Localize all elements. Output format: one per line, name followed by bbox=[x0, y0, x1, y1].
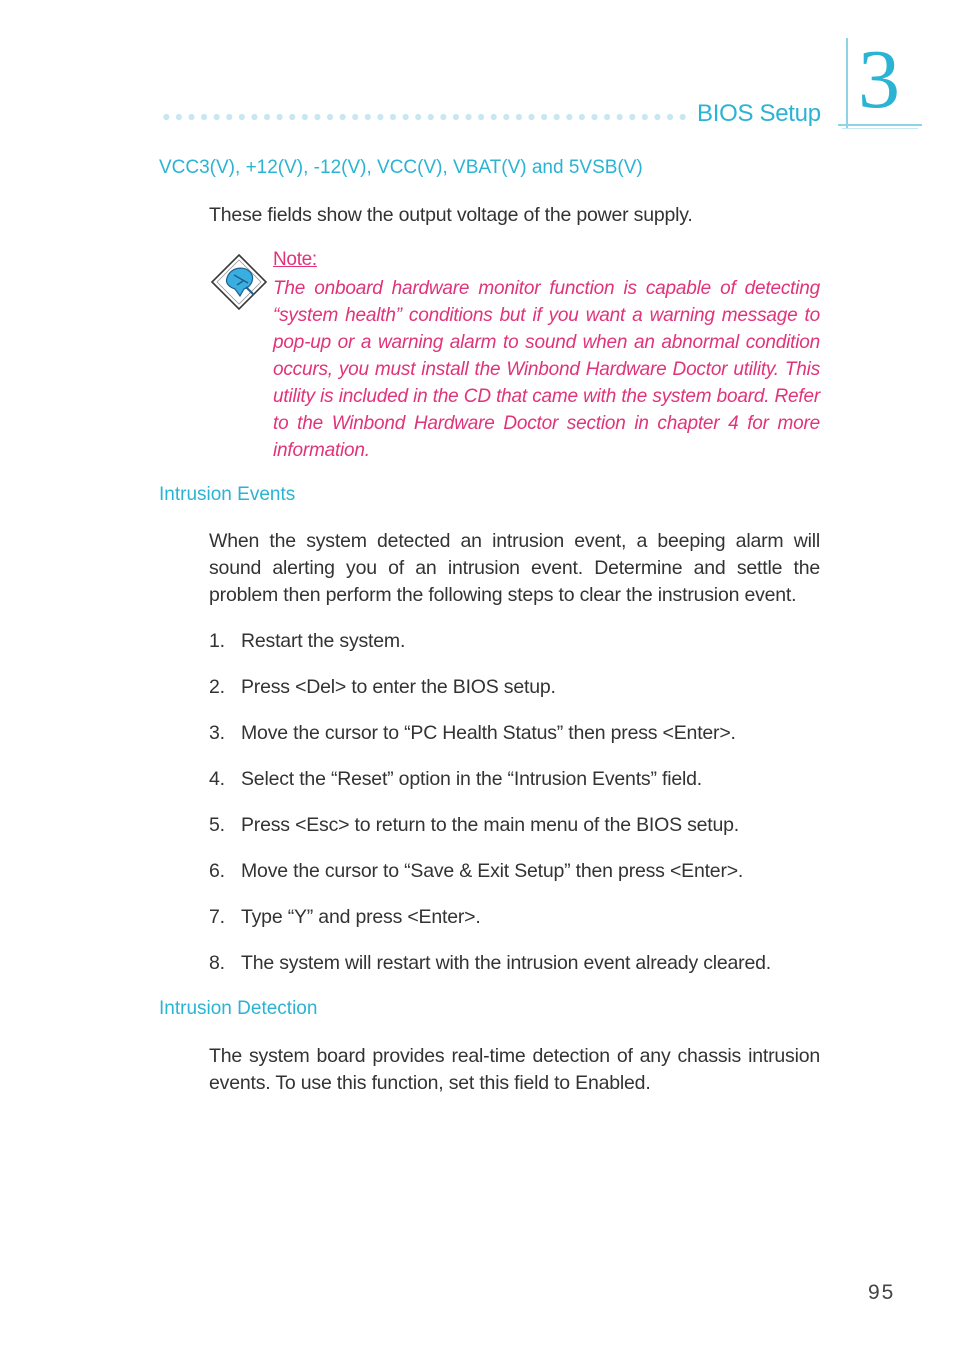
list-item bbox=[209, 720, 820, 766]
chapter-marker bbox=[838, 33, 924, 134]
voltage-body: These fields show the output voltage of the power supply. bbox=[209, 204, 693, 226]
step-text: Move the cursor to “Save & Exit Setup” then press <Enter>. bbox=[241, 860, 744, 882]
note-label: Note: bbox=[273, 249, 317, 270]
list-item bbox=[209, 950, 820, 996]
step-number: 7. bbox=[209, 906, 225, 928]
step-number: 6. bbox=[209, 860, 225, 882]
intrusion-events-body: When the system detected an intrusion event, a beeping alarm will sound alerting you of an intrusion event. Determine and settle the problem then perform the following steps to clear the instrusion event. bbox=[209, 530, 820, 606]
intrusion-steps-list bbox=[209, 628, 820, 996]
step-text: Select the “Reset” option in the “Intrusion Events” field. bbox=[241, 768, 702, 790]
chapter-marker-vertical-rule bbox=[846, 38, 848, 128]
step-number: 5. bbox=[209, 814, 225, 836]
list-item bbox=[209, 858, 820, 904]
step-text: Type “Y” and press <Enter>. bbox=[241, 906, 481, 928]
chapter-number: 3 bbox=[858, 33, 900, 126]
step-number: 3. bbox=[209, 722, 225, 744]
intrusion-detection-heading: Intrusion Detection bbox=[159, 998, 318, 1019]
list-item bbox=[209, 766, 820, 812]
header-dot-rule bbox=[160, 112, 690, 122]
list-item bbox=[209, 812, 820, 858]
step-text: Move the cursor to “PC Health Status” then press <Enter>. bbox=[241, 722, 736, 744]
page-number: 95 bbox=[868, 1281, 896, 1304]
step-number: 4. bbox=[209, 768, 225, 790]
step-number: 1. bbox=[209, 630, 225, 652]
list-item bbox=[209, 904, 820, 950]
running-head-title: BIOS Setup bbox=[697, 100, 821, 127]
step-text: Press <Esc> to return to the main menu of the BIOS setup. bbox=[241, 814, 740, 836]
list-item bbox=[209, 628, 820, 674]
note-pencil-icon bbox=[210, 253, 268, 311]
step-number: 2. bbox=[209, 676, 225, 698]
voltage-heading: VCC3(V), +12(V), -12(V), VCC(V), VBAT(V) and 5VSB(V) bbox=[159, 157, 643, 178]
list-item bbox=[209, 674, 820, 720]
intrusion-events-heading: Intrusion Events bbox=[159, 484, 296, 505]
step-text: The system will restart with the intrusion event already cleared. bbox=[241, 952, 771, 974]
note-body: The onboard hardware monitor function is capable of detecting “system health” conditions but if you want a warning message to pop-up or a warning alarm to sound when an abnormal condition occurs, you must install the Winbond Hardware Doctor utility. This utility is included in the CD that came with the system board. Refer to the Winbond Hardware Doctor section in chapter 4 for more information. bbox=[273, 278, 820, 461]
step-number: 8. bbox=[209, 952, 225, 974]
intrusion-detection-body: The system board provides real-time detection of any chassis intrusion events. To use this function, set this field to Enabled. bbox=[209, 1045, 820, 1094]
step-text: Restart the system. bbox=[241, 630, 406, 652]
step-text: Press <Del> to enter the BIOS setup. bbox=[241, 676, 556, 698]
